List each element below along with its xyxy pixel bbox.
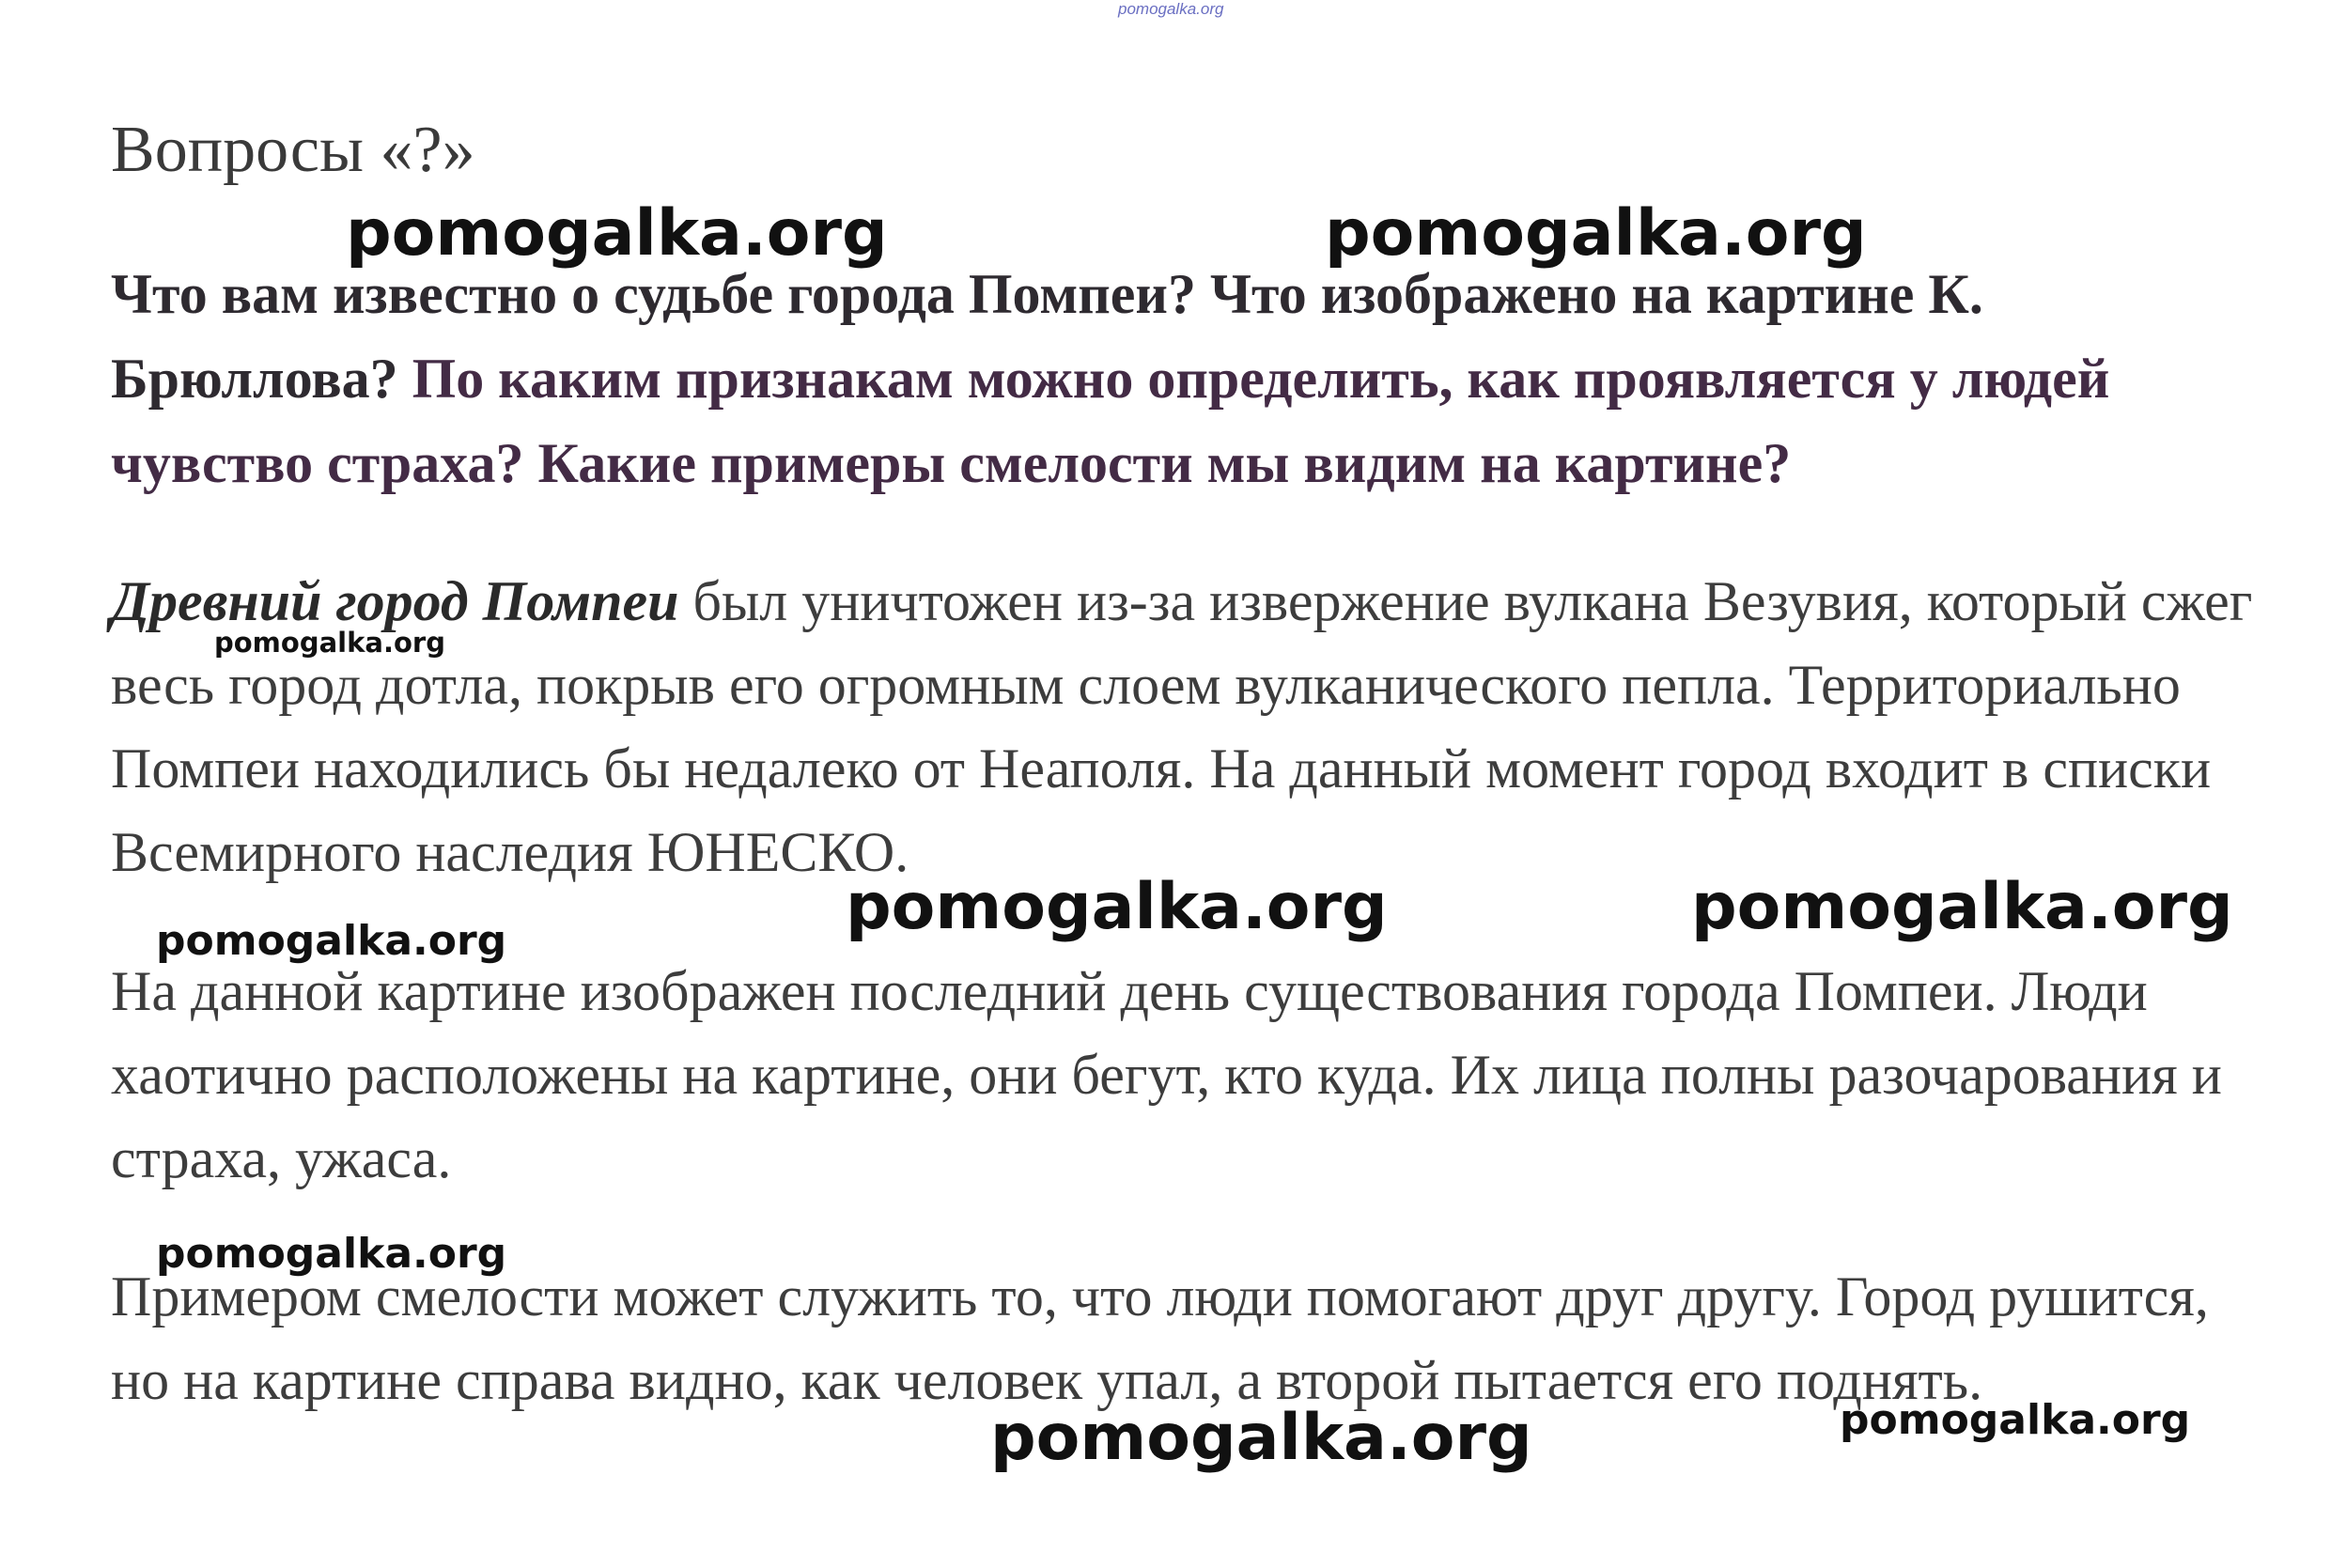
watermark: pomogalka.org [156, 1230, 507, 1278]
watermark: pomogalka.org [1840, 1396, 2191, 1444]
page-heading: Вопросы «?» [111, 114, 475, 186]
answer-text-2: На данной картине изображен последний день существования города Помпеи. Люди хаотично расположены на картине, они бегут, кто куда. Их лица полны разочарования и страха, ужаса. [111, 960, 2222, 1189]
question-text [111, 252, 2281, 505]
watermark: pomogalka.org [156, 917, 507, 965]
question-part-1: Что вам известно о судьбе города Помпеи? Что изображено на картине К. Брюллова? [111, 263, 1983, 410]
watermark: pomogalka.org [346, 196, 888, 271]
watermark: pomogalka.org [990, 1401, 1532, 1475]
answer-text-1: был уничтожен из-за извержение вулкана Везувия, который сжег весь город дотла, покрыв его огромным слоем вулканического пепла. Территориально Помпеи находились бы недалеко от Неаполя. На данный момент город входит в списки Всемирного наследия ЮНЕСКО. [111, 570, 2253, 883]
answer-paragraph-1 [111, 560, 2272, 894]
question-part-2: По каким признакам можно определить, как проявляется у людей чувство страха? Какие примеры смелости мы видим на картине? [111, 348, 2110, 494]
watermark: pomogalka.org [1691, 870, 2233, 944]
answer-paragraph-2 [111, 950, 2272, 1201]
watermark: pomogalka.org [1325, 196, 1867, 271]
watermark: pomogalka.org [214, 627, 445, 659]
watermark: pomogalka.org [846, 870, 1388, 944]
header-watermark: pomogalka.org [1118, 0, 1224, 18]
answer-lead: Древний город Помпеи [111, 570, 679, 632]
answer-text-3: Примером смелости может служить то, что люди помогают друг другу. Город рушится, но на картине справа видно, как человек упал, а второй пытается его поднять. [111, 1265, 2209, 1411]
